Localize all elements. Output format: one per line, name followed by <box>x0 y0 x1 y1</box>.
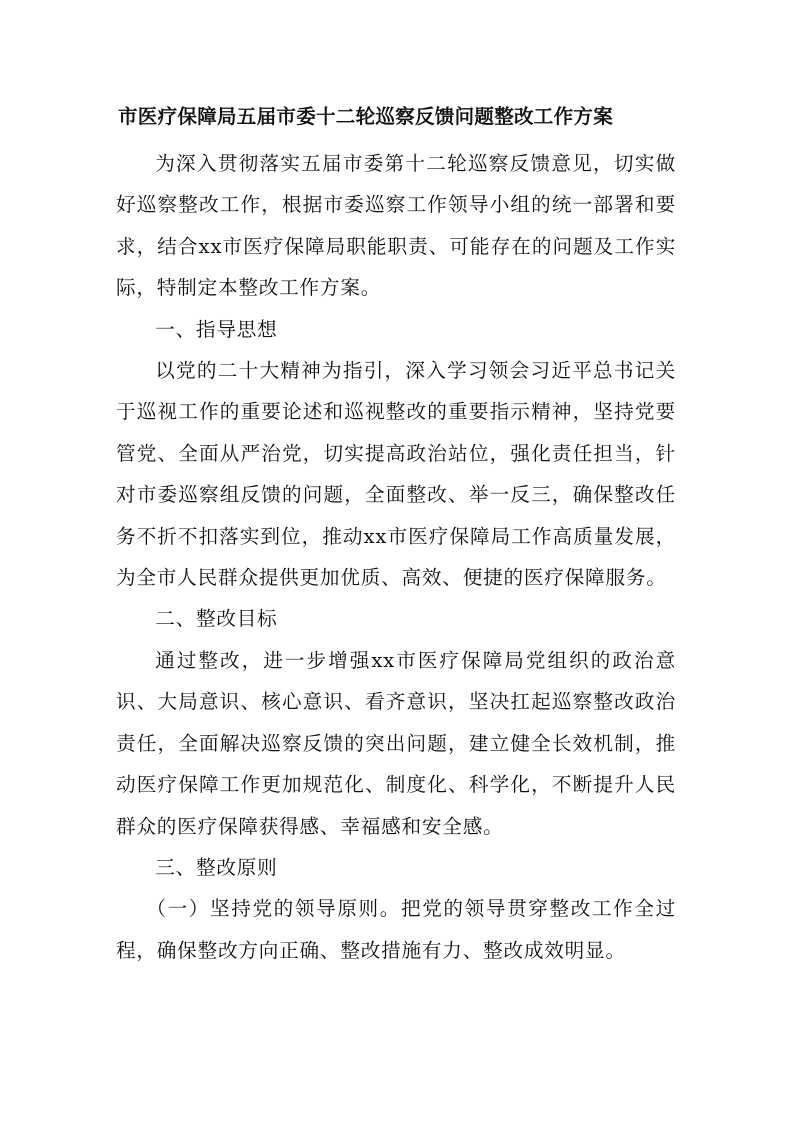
section-heading-rectification-goals: 二、整改目标 <box>155 607 278 631</box>
section-heading-rectification-principles: 三、整改原则 <box>155 855 278 879</box>
document-title: 市医疗保障局五届市委十二轮巡察反馈问题整改工作方案 <box>118 105 614 128</box>
section-paragraph-guiding-ideology: 以党的二十大精神为指引，深入学习领会习近平总书记关于巡视工作的重要论述和巡视整改的重要指示精神，坚持党要管党、全面从严治党，切实提高政治站位，强化责任担当，针对市委巡察组反馈的问题，全面整改、举一反三，确保整改任务不折不扣落实到位，推动xx市医疗保障局工作高质量发展，为全市人民群众提供更加优质、高效、便捷的医疗保障服务。 <box>116 359 676 590</box>
intro-paragraph: 为深入贯彻落实五届市委第十二轮巡察反馈意见，切实做好巡察整改工作，根据市委巡察工作领导小组的统一部署和要求，结合xx市医疗保障局职能职责、可能存在的问题及工作实际，特制定本整改工作方案。 <box>116 152 676 300</box>
section-heading-guiding-ideology: 一、指导思想 <box>155 317 278 341</box>
section-paragraph-rectification-goals: 通过整改，进一步增强xx市医疗保障局党组织的政治意识、大局意识、核心意识、看齐意识，坚决扛起巡察整改政治责任，全面解决巡察反馈的突出问题，建立健全长效机制，推动医疗保障工作更加规范化、制度化、科学化，不断提升人民群众的医疗保障获得感、幸福感和安全感。 <box>116 648 676 838</box>
section-paragraph-rectification-principles: （一）坚持党的领导原则。把党的领导贯穿整改工作全过程，确保整改方向正确、整改措施有力、整改成效明显。 <box>116 897 676 962</box>
document-body <box>116 143 676 971</box>
